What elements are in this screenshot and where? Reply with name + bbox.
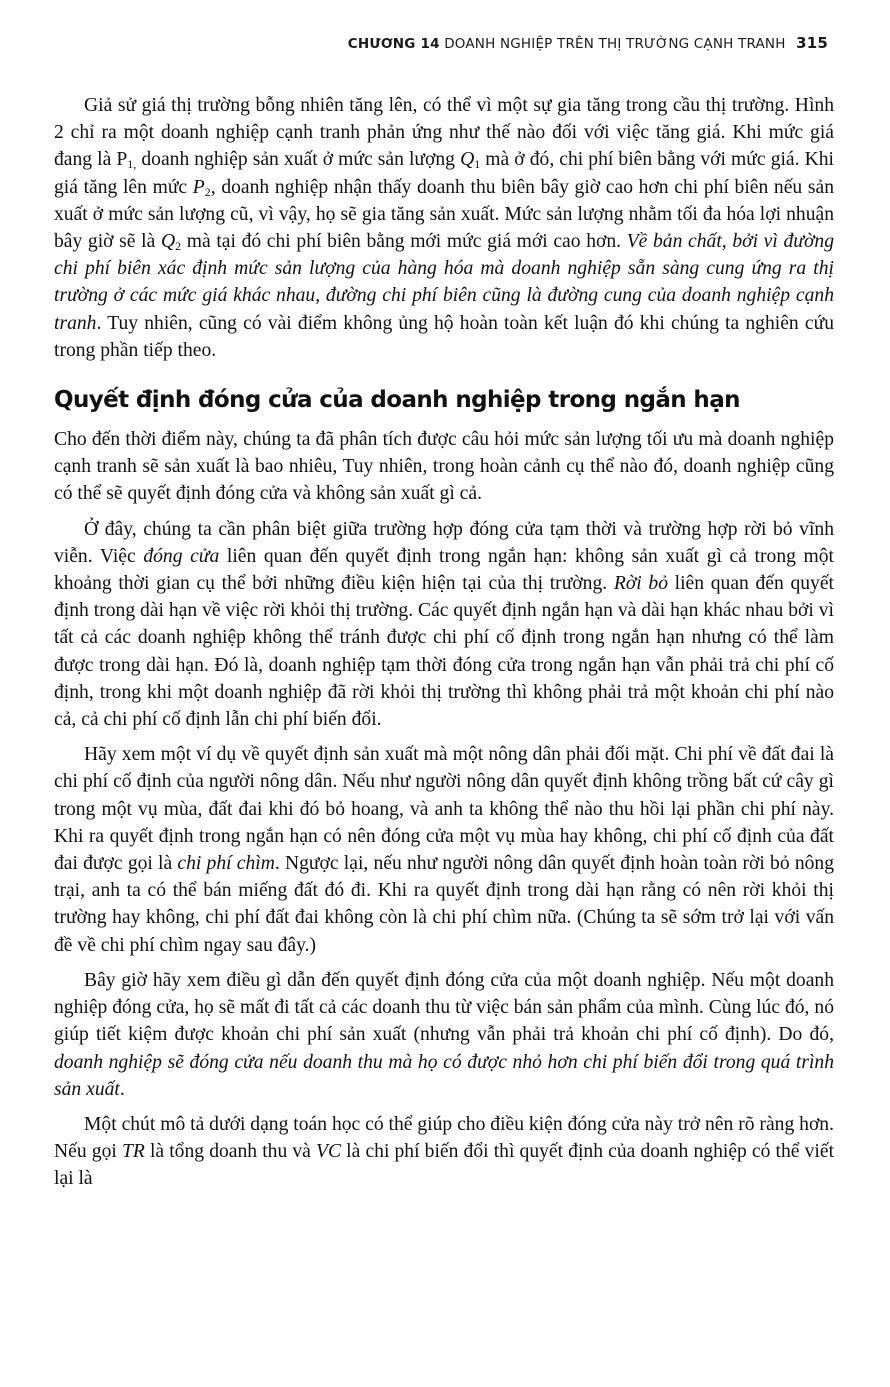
page-number: 315 xyxy=(796,34,828,52)
running-header xyxy=(348,34,828,52)
paragraph-shutdown-condition: Bây giờ hãy xem điều gì dẫn đến quyết định đóng cửa của một doanh nghiệp. Nếu một doanh nghiệp đóng cửa, họ sẽ mất đi tất cả các doanh thu từ việc bán sản phẩm của mình. Cùng lúc đó, nó giúp tiết kiệm được khoản chi phí sản xuất (nhưng vẫn phải trả khoản chi phí cố định). Do đó, doanh nghiệp sẽ đóng cửa nếu doanh thu mà họ có được nhỏ hơn chi phí biến đổi trong quá trình sản xuất. xyxy=(54,969,834,1100)
paragraph-math: Một chút mô tả dưới dạng toán học có thể giúp cho điều kiện đóng cửa này trở nên rõ ràng hơn. Nếu gọi TR là tổng doanh thu và VC là chi phí biến đổi thì quyết định của doanh nghiệp có thể viết lại là xyxy=(54,1113,835,1190)
chapter-label: CHƯƠNG 14 xyxy=(347,36,440,52)
paragraph-shutdown-vs-exit: Ở đây, chúng ta cần phân biệt giữa trường hợp đóng cửa tạm thời và trường hợp rời bỏ vĩnh viễn. Việc đóng cửa liên quan đến quyết định trong ngắn hạn: không sản xuất gì cả trong một khoảng thời gian cụ thể bởi những điều kiện hiện tại của thị trường. Rời bỏ liên quan đến quyết định trong dài hạn về việc rời khỏi thị trường. Các quyết định ngắn hạn và dài hạn khác nhau bởi vì tất cả các doanh nghiệp không thể tránh được chi phí cố định trong ngắn hạn nhưng có thể làm được trong dài hạn. Đó là, doanh nghiệp tạm thời đóng cửa trong ngắn hạn vẫn phải trả chi phí cố định, trong khi một doanh nghiệp đã rời khỏi thị trường thì không phải trả một khoản chi phí nào cả, cả chi phí cố định lẫn chi phí biến đổi. xyxy=(54,518,835,731)
paragraph-farmer-example: Hãy xem một ví dụ về quyết định sản xuất mà một nông dân phải đối mặt. Chi phí về đất đai là chi phí cố định của người nông dân. Nếu như người nông dân quyết định không trồng bất cứ cây gì trong một vụ mùa, đất đai khi đó bỏ hoang, và anh ta không thể nào thu hồi lại phần chi phí này. Khi ra quyết định trong ngắn hạn có nên đóng cửa một vụ mùa hay không, chi phí cố định của đất đai được gọi là chi phí chìm. Ngược lại, nếu như người nông dân quyết định hoàn toàn rời bỏ nông trại, anh ta có thể bán miếng đất đó đi. Khi ra quyết định trong dài hạn rằng có nên rời khỏi thị trường hay không, chi phí đất đai không còn là chi phí chìm nữa. (Chúng ta sẽ sớm trở lại với vấn đề về chi phí chìm ngay sau đây.) xyxy=(54,744,835,956)
section-heading: Quyết định đóng cửa của doanh nghiệp trong ngắn hạn xyxy=(54,387,740,414)
chapter-title: DOANH NGHIỆP TRÊN THỊ TRƯỜNG CẠNH TRANH xyxy=(444,36,786,52)
paragraph-price-increase: Giả sử giá thị trường bỗng nhiên tăng lên, có thể vì một sự gia tăng trong cầu thị trường. Hình 2 chỉ ra một doanh nghiệp cạnh tranh phản ứng như thế nào đối với việc tăng giá. Khi mức giá đang là $P_{1,}$ doanh nghiệp sản xuất ở mức sản lượng $Q_1$ mà ở đó, chi phí biên bằng với mức giá. Khi giá tăng lên mức $P_2$, doanh nghiệp nhận thấy doanh thu biên bây giờ cao hơn chi phí biên nếu sản xuất ở mức sản lượng cũ, vì vậy, họ sẽ gia tăng sản xuất. Mức sản lượng nhằm tối đa hóa lợi nhuận bây giờ sẽ là $Q_2$ mà tại đó chi phí biên bằng mới mức giá mới cao hơn. Về bản chất, bởi vì đường chi phí biên xác định mức sản lượng của hàng hóa mà doanh nghiệp sẵn sàng cung ứng ra thị trường ở các mức giá khác nhau, đường chi phí biên cũng là đường cung của doanh nghiệp cạnh tranh. Tuy nhiên, cũng có vài điểm không ủng hộ hoàn toàn kết luận đó khi chúng ta nghiên cứu trong phần tiếp theo. xyxy=(54,95,834,361)
paragraph-intro: Cho đến thời điểm này, chúng ta đã phân tích được câu hỏi mức sản lượng tối ưu mà doanh nghiệp cạnh tranh sẽ sản xuất là bao nhiêu, Tuy nhiên, trong hoàn cảnh cụ thể nào đó, doanh nghiệp cũng có thể sẽ quyết định đóng cửa và không sản xuất gì cả. xyxy=(54,429,834,505)
body-text xyxy=(54,92,834,1193)
